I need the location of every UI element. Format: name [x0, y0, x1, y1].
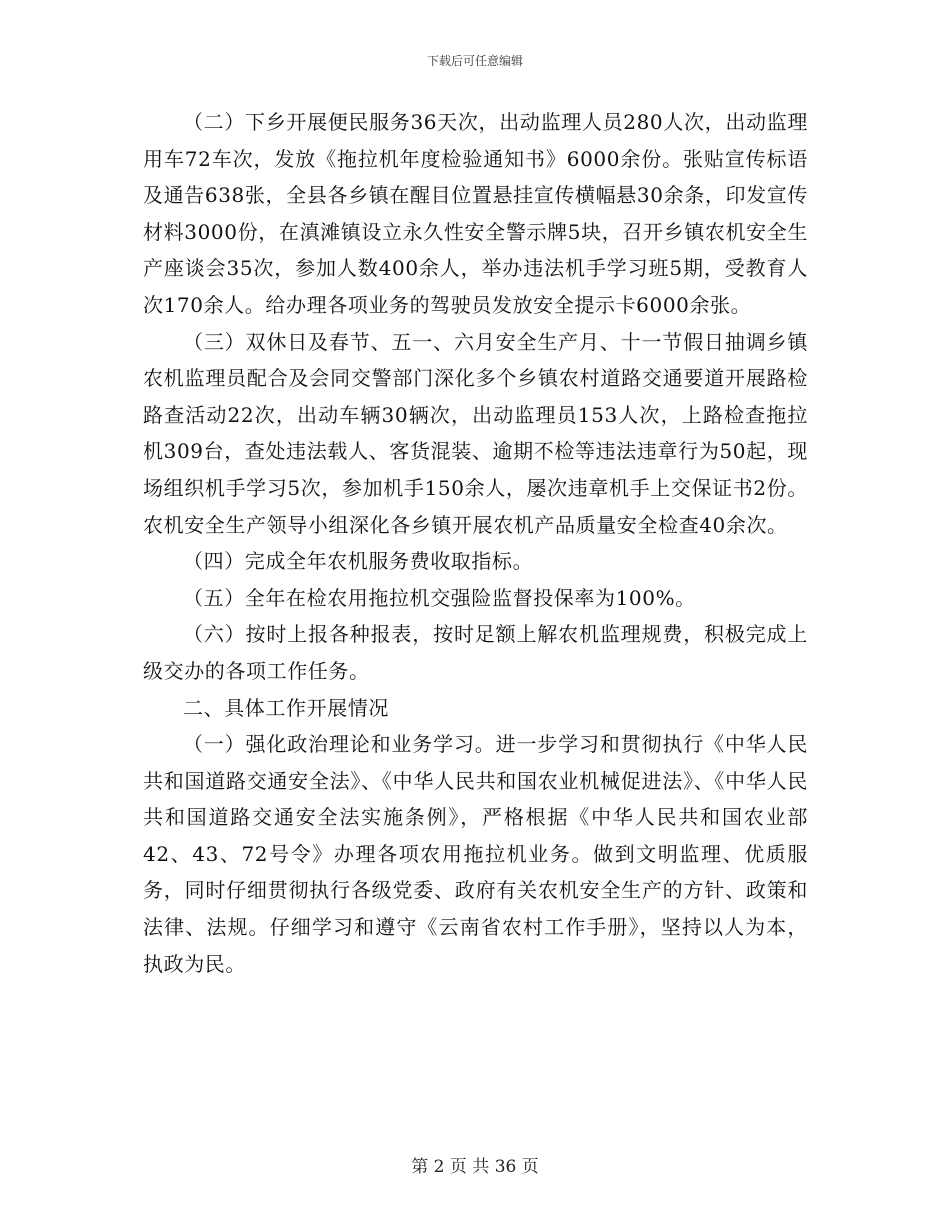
paragraph-fees: （四）完成全年农机服务费收取指标。 — [183, 549, 534, 574]
paragraph-study: （一）强化政治理论和业务学习。进一步学习和贯彻执行《中华人民共和国道路交通安全法》、《中华人民共和国农业机械促进法》、《中华人民共和国道路交通安全法实施条例》，严格根据《中华人民共和国农业部42、43、72号令》办理各项农用拖拉机业务。做到文明监理、优质服务，同时仔细贯彻执行各级党委、政府有关农机安全生产的方针、政策和法律、法规。仔细学习和遵守《云南省农村工作手册》，坚持以人为本，执政为民。 — [143, 732, 808, 976]
paragraph-insurance: （五）全年在检农用拖拉机交强险监督投保率为100%。 — [183, 585, 696, 610]
document-body — [143, 104, 808, 982]
section-heading: 二、具体工作开展情况 — [183, 695, 389, 720]
paragraph-service: （二）下乡开展便民服务36天次，出动监理人员280人次，出动监理用车72车次，发放《拖拉机年度检验通知书》6000余份。张贴宣传标语及通告638张，全县各乡镇在醒目位置悬挂宣传横幅悬30余条，印发宣传材料3000份，在滇滩镇设立永久性安全警示牌5块，召开乡镇农机安全生产座谈会35次，参加人数400余人，举办违法机手学习班5期，受教育人次170余人。给办理各项业务的驾驶员发放安全提示卡6000余张。 — [143, 110, 808, 317]
page-header: 下载后可任意编辑 — [426, 54, 523, 68]
paragraph-inspection: （三）双休日及春节、五一、六月安全生产月、十一节假日抽调乡镇农机监理员配合及会同交警部门深化多个乡镇农村道路交通要道开展路检路查活动22次，出动车辆30辆次，出动监理员153人次，上路检查拖拉机309台，查处违法载人、客货混装、逾期不检等违法违章行为50起，现场组织机手学习5次，参加机手150余人，屡次违章机手上交保证书2份。农机安全生产领导小组深化各乡镇开展农机产品质量安全检查40余次。 — [143, 329, 808, 537]
page-footer: 第 2 页 共 36 页 — [411, 1157, 539, 1177]
paragraph-reports: （六）按时上报各种报表，按时足额上解农机监理规费，积极完成上级交办的各项工作任务。 — [143, 622, 808, 683]
